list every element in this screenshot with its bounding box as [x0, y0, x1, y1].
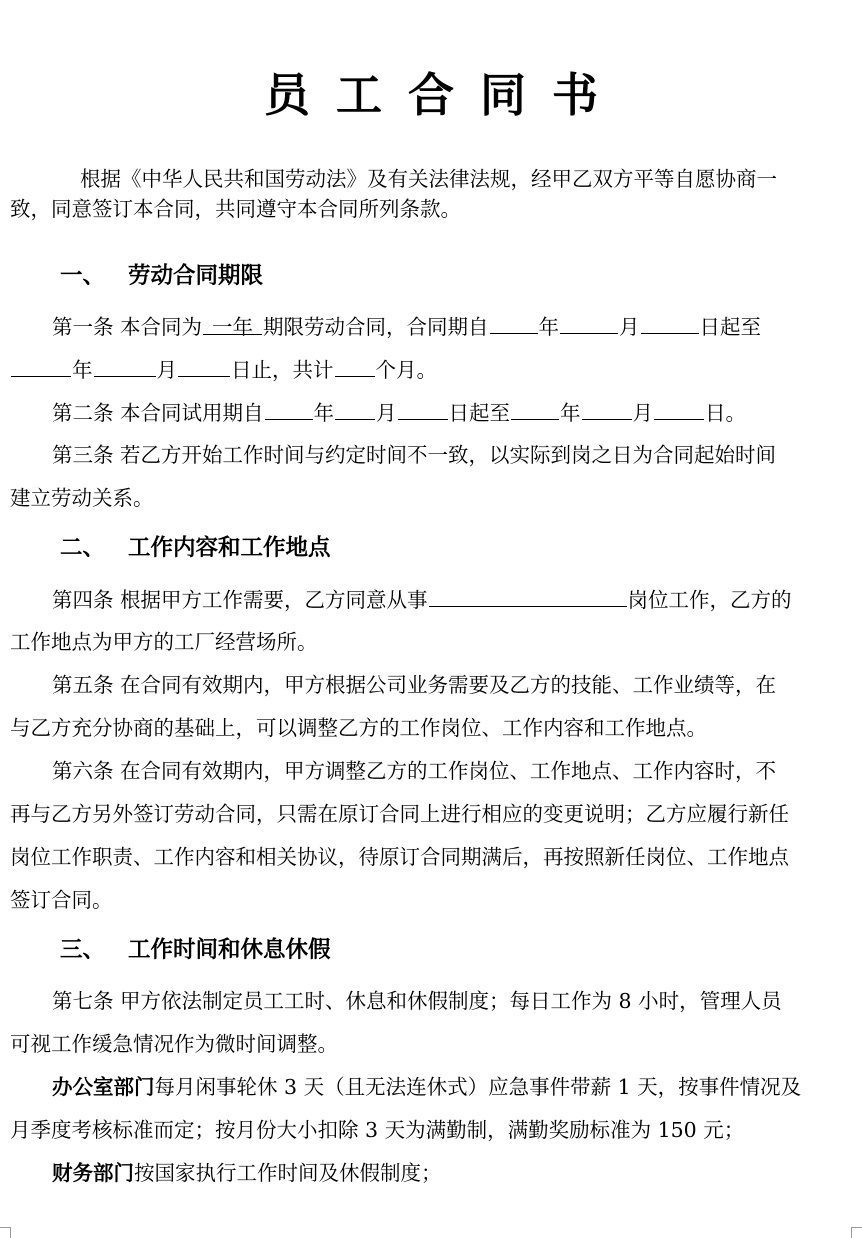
- section-number: 一、: [60, 263, 106, 289]
- article-6-line-1: 第六条 在合同有效期内，甲方调整乙方的工作岗位、工作地点、工作内容时，不: [52, 759, 777, 783]
- article-text: 日起至: [699, 315, 762, 339]
- title-char: 工: [336, 68, 382, 122]
- article-text: 月: [376, 401, 397, 425]
- article-7-line-1: 第七条 甲方依法制定员工工时、休息和休假制度；每日工作为 8 小时，管理人员: [52, 989, 782, 1013]
- term-field[interactable]: 一年: [203, 312, 262, 335]
- office-dept-line-1: [52, 1072, 862, 1102]
- article-6-line-3: 岗位工作职责、工作内容和相关协议，待原订合同期满后，再按照新任岗位、工作地点: [10, 845, 789, 869]
- article-6-line-2: 再与乙方另外签订劳动合同，只需在原订合同上进行相应的变更说明；乙方应履行新任: [10, 802, 789, 826]
- section-heading-3: [60, 933, 331, 967]
- document-title: [0, 62, 862, 128]
- trial-end-day-field[interactable]: [654, 397, 704, 420]
- article-7-line-2: 可视工作缓急情况作为微时间调整。: [10, 1032, 338, 1056]
- trial-start-year-field[interactable]: [265, 397, 313, 420]
- dept-text: 每月闲事轮休 3 天（且无法连休式）应急事件带薪 1 天，按事件情况及: [154, 1075, 802, 1099]
- article-text: 日。: [705, 401, 747, 425]
- article-text: 日止，共计: [231, 358, 334, 382]
- article-text: 年: [313, 401, 335, 425]
- article-4-line-2: 工作地点为甲方的工厂经营场所。: [10, 630, 318, 654]
- article-5-line-1: 第五条 在合同有效期内，甲方根据公司业务需要及乙方的技能、工作业绩等，在: [52, 673, 777, 697]
- article-text: 年: [560, 401, 581, 425]
- position-field[interactable]: [429, 584, 627, 607]
- dept-label: 财务部门: [52, 1161, 134, 1185]
- end-month-field[interactable]: [94, 354, 156, 377]
- start-year-field[interactable]: [490, 311, 538, 334]
- article-text: 第一条 本合同为: [52, 315, 203, 339]
- article-6-line-4: 签订合同。: [10, 888, 113, 912]
- article-text: 个月。: [375, 358, 437, 382]
- trial-end-month-field[interactable]: [582, 397, 632, 420]
- article-text: 第四条 根据甲方工作需要，乙方同意从事: [52, 588, 428, 612]
- article-text: 月: [156, 358, 177, 382]
- article-text: 第二条 本合同试用期自: [52, 401, 264, 425]
- section-title: 工作时间和休息休假: [128, 937, 331, 963]
- title-char: 书: [552, 68, 598, 122]
- section-number: 二、: [60, 535, 106, 561]
- total-months-field[interactable]: [335, 354, 375, 377]
- article-text: 日起至: [448, 401, 511, 425]
- title-char: 员: [264, 68, 310, 122]
- article-text: 月: [619, 315, 640, 339]
- intro-line-1: 根据《中华人民共和国劳动法》及有关法律法规，经甲乙双方平等自愿协商一: [80, 167, 777, 191]
- article-5-line-2: 与乙方充分协商的基础上，可以调整乙方的工作岗位、工作内容和工作地点。: [10, 716, 707, 740]
- title-char: 合: [408, 68, 454, 122]
- article-4-line-1: [52, 584, 862, 615]
- finance-dept-line: [52, 1158, 862, 1188]
- section-heading-2: [60, 531, 331, 565]
- intro-line-2: 致，同意签订本合同，共同遵守本合同所列条款。: [10, 197, 461, 221]
- start-day-field[interactable]: [641, 311, 699, 334]
- section-number: 三、: [60, 937, 106, 963]
- start-month-field[interactable]: [560, 311, 618, 334]
- end-day-field[interactable]: [178, 354, 230, 377]
- trial-start-day-field[interactable]: [398, 397, 448, 420]
- article-3-line-2: 建立劳动关系。: [10, 486, 154, 510]
- end-year-field[interactable]: [11, 354, 71, 377]
- article-2: [52, 397, 862, 428]
- title-char: 同: [480, 68, 526, 122]
- section-title: 工作内容和工作地点: [128, 535, 331, 561]
- page-corner-mark-right: [851, 1227, 862, 1238]
- page-corner-mark-left: [0, 1227, 11, 1238]
- section-heading-1: [60, 259, 263, 293]
- article-1-line-1: [52, 311, 862, 342]
- article-text: 年: [72, 358, 93, 382]
- trial-start-month-field[interactable]: [335, 397, 375, 420]
- dept-label: 办公室部门: [52, 1075, 155, 1099]
- article-text: 期限劳动合同，合同期自: [263, 315, 489, 339]
- dept-text: 按国家执行工作时间及休假制度；: [134, 1161, 442, 1185]
- office-dept-line-2: 月季度考核标准而定；按月份大小扣除 3 天为满勤制，满勤奖励标准为 150 元；: [10, 1118, 745, 1142]
- trial-end-year-field[interactable]: [511, 397, 559, 420]
- section-title: 劳动合同期限: [128, 263, 264, 289]
- article-3-line-1: 第三条 若乙方开始工作时间与约定时间不一致，以实际到岗之日为合同起始时间: [52, 443, 777, 467]
- article-text: 岗位工作，乙方的: [627, 588, 792, 612]
- article-1-line-2: [10, 354, 860, 385]
- article-text: 月: [632, 401, 654, 425]
- article-text: 年: [538, 315, 560, 339]
